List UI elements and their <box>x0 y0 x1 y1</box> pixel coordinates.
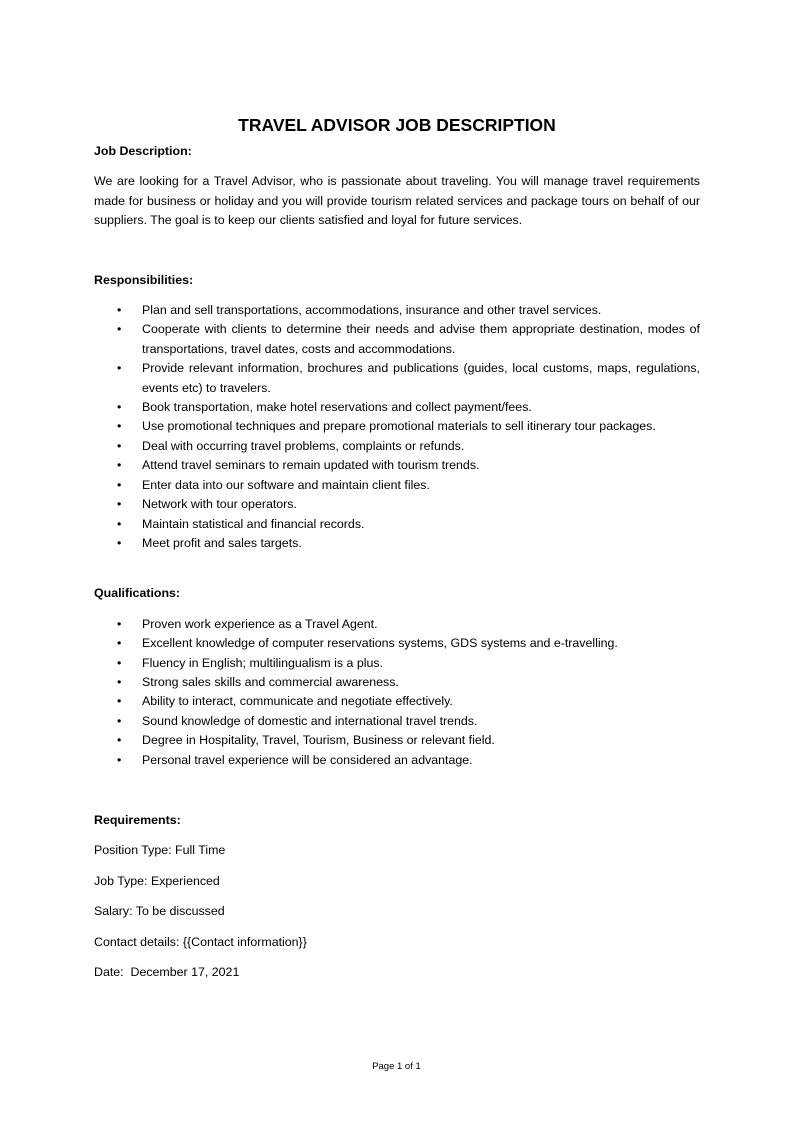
bullet-icon: • <box>117 616 122 631</box>
bullet-icon: • <box>117 674 122 689</box>
salary-line: Salary: To be discussed <box>94 904 225 919</box>
bullet-icon: • <box>117 303 122 318</box>
bullet-icon: • <box>117 535 122 550</box>
list-item: • Ability to interact, communicate and negotiate effectively. <box>94 692 700 711</box>
bullet-icon: • <box>117 713 122 728</box>
list-item: • Enter data into our software and maintain client files. <box>94 476 700 495</box>
list-item: • Strong sales skills and commercial awareness. <box>94 673 700 692</box>
list-item: • Network with tour operators. <box>94 495 700 514</box>
bullet-icon: • <box>117 458 122 473</box>
bullet-icon: • <box>117 694 122 709</box>
list-item: • Maintain statistical and financial records. <box>94 515 700 534</box>
job-type-line: Job Type: Experienced <box>94 873 220 888</box>
bullet-icon: • <box>117 477 122 492</box>
job-description-text: We are looking for a Travel Advisor, who is passionate about traveling. You will manage travel requirements made for business or holiday and you will provide tourism related services and package tours on behalf of our suppliers. The goal is to keep our clients satisfied and loyal for future services. <box>94 174 700 228</box>
job-description-heading: Job Description: <box>94 144 192 158</box>
list-item: • Plan and sell transportations, accommodations, insurance and other travel services. <box>94 301 700 320</box>
bullet-icon: • <box>117 497 122 512</box>
responsibilities-list <box>94 301 700 553</box>
list-item: • Cooperate with clients to determine their needs and advise them appropriate destination, modes of transportations, travel dates, costs and accommodations. <box>117 322 700 356</box>
list-item: • Fluency in English; multilingualism is a plus. <box>94 654 700 673</box>
document-title: TRAVEL ADVISOR JOB DESCRIPTION <box>238 115 556 135</box>
list-item: • Personal travel experience will be considered an advantage. <box>94 751 700 770</box>
list-item: • Excellent knowledge of computer reservations systems, GDS systems and e-travelling. <box>94 634 700 653</box>
bullet-icon: • <box>117 322 122 337</box>
bullet-icon: • <box>117 516 122 531</box>
list-item: • Sound knowledge of domestic and international travel trends. <box>94 712 700 731</box>
list-item: • Deal with occurring travel problems, complaints or refunds. <box>94 437 700 456</box>
requirements-heading: Requirements: <box>94 812 181 827</box>
document-body <box>94 114 700 982</box>
bullet-icon: • <box>117 400 122 415</box>
bullet-icon: • <box>117 438 122 453</box>
bullet-icon: • <box>117 361 122 376</box>
responsibilities-heading: Responsibilities: <box>94 272 194 287</box>
page-number-footer: Page 1 of 1 <box>372 1061 421 1072</box>
list-item: • Book transportation, make hotel reservations and collect payment/fees. <box>94 398 700 417</box>
bullet-icon: • <box>117 419 122 434</box>
list-item: • Attend travel seminars to remain updated with tourism trends. <box>94 456 700 475</box>
bullet-icon: • <box>117 752 122 767</box>
list-item: • Provide relevant information, brochures and publications (guides, local customs, maps, regulations, events etc) to travelers. <box>117 361 700 395</box>
list-item: • Degree in Hospitality, Travel, Tourism, Business or relevant field. <box>94 731 700 750</box>
qualifications-list <box>94 615 700 770</box>
position-type-line: Position Type: Full Time <box>94 843 226 858</box>
list-item: • Meet profit and sales targets. <box>94 534 700 553</box>
bullet-icon: • <box>117 655 122 670</box>
contact-details-line: Contact details: {{Contact information}} <box>94 934 307 949</box>
list-item: • Use promotional techniques and prepare promotional materials to sell itinerary tour packages. <box>94 417 700 436</box>
qualifications-heading: Qualifications: <box>94 586 181 601</box>
bullet-icon: • <box>117 636 122 651</box>
list-item: • Proven work experience as a Travel Agent. <box>94 615 700 634</box>
bullet-icon: • <box>117 733 122 748</box>
date-line: Date: December 17, 2021 <box>94 965 240 979</box>
